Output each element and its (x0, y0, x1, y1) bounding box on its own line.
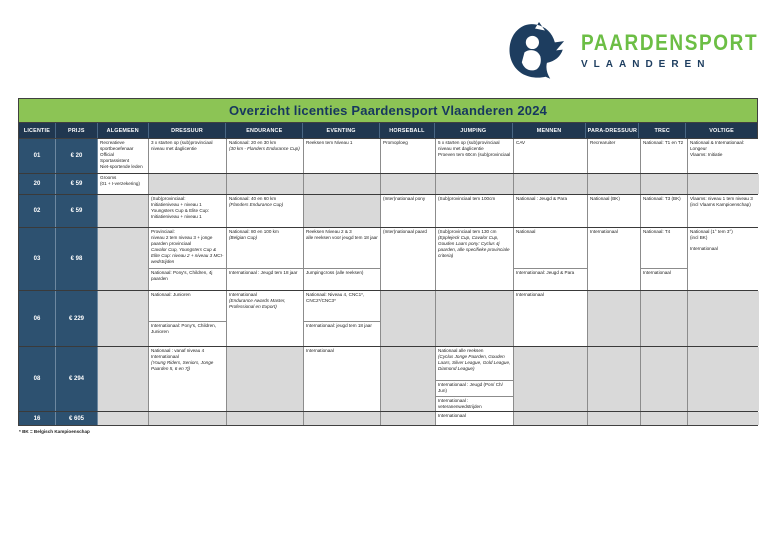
cell-text: Initiatieniveau + niveau 1 (151, 201, 202, 207)
cell-para_dressuur-03 (588, 228, 641, 290)
cell-para_dressuur-02 (588, 195, 641, 227)
cell-text: Vlaams: niveau 1 tem niveau 3 (690, 196, 753, 201)
cell-segment (588, 228, 640, 290)
cell-trec-16 (641, 412, 688, 425)
cell-segment (436, 380, 513, 396)
cell-text: alle reeksen voor jeugd tem 18 jaar (306, 234, 378, 240)
prijs-cell-06: € 229 (56, 291, 98, 346)
cell-text: Nationaal: 40 en 60 km (229, 196, 277, 201)
cell-horseball-06 (381, 291, 436, 346)
cell-mennen-02 (514, 195, 588, 227)
cell-text: Youngsters Cup & Elite Cup: (151, 207, 210, 213)
cell-horseball-16 (381, 412, 436, 425)
cell-segment (304, 291, 380, 321)
cell-para_dressuur-16 (588, 412, 641, 425)
column-header-endurance: ENDURANCE (226, 123, 303, 138)
cell-segment (149, 195, 226, 227)
licentie-cell-08: 08 (19, 347, 56, 411)
cell-segment (514, 139, 587, 173)
cell-para_dressuur-06 (588, 291, 641, 346)
cell-segment (149, 321, 226, 346)
cell-text: Nationaal: Pony's, Children, 4j paarden (151, 270, 213, 281)
prijs-cell-02: € 59 (56, 195, 98, 227)
cell-text: Nationaal : Jeugd & Para (516, 196, 568, 201)
cell-text: (01 + I-verzekering) (100, 180, 140, 186)
cell-text: niveau 2 tem niveau 3 + jonge paarden provinciaal (151, 234, 213, 246)
cell-text: Internationaal (690, 245, 718, 251)
cell-eventing-16 (304, 412, 381, 425)
licentie-cell-06: 06 (19, 291, 56, 346)
cell-endurance-20 (227, 174, 304, 194)
column-header-row (19, 123, 757, 139)
cell-trec-06 (641, 291, 688, 346)
cell-eventing-01 (304, 139, 381, 173)
cell-segment (304, 347, 380, 411)
licences-table (18, 98, 758, 426)
cell-segment (588, 195, 640, 227)
cell-segment (514, 195, 587, 227)
cell-text: Internationaal: jeugd tem 18 jaar (306, 322, 372, 328)
prijs-cell-08: € 294 (56, 347, 98, 411)
cell-segment (227, 195, 303, 227)
cell-text: Recrearuiter (590, 140, 616, 145)
cell-segment (304, 228, 380, 268)
brand-wordmark (581, 30, 759, 70)
brand-region: VLAANDEREN (581, 58, 711, 70)
table-row-02 (19, 195, 757, 228)
cell-text: (Cyclus Jonge Paarden, Gouden Laars, Silver League, Gold League, Diamond League) (438, 353, 511, 371)
cell-segment (304, 139, 380, 173)
table-row-03 (19, 228, 757, 291)
cell-segment (641, 139, 687, 173)
cell-segment (149, 139, 226, 173)
cell-segment (436, 347, 513, 380)
cell-segment (227, 228, 303, 268)
cell-algemeen-08 (98, 347, 149, 411)
cell-text: Internationaal (306, 348, 334, 353)
cell-segment (304, 268, 380, 290)
licentie-cell-03: 03 (19, 228, 56, 290)
cell-text: Internationaal (151, 353, 179, 359)
cell-trec-02 (641, 195, 688, 227)
prijs-cell-01: € 20 (56, 139, 98, 173)
cell-text: Nationaal: 80 en 100 km (229, 229, 279, 234)
cell-segment (436, 139, 513, 173)
cell-text: Initiatieniveau + niveau 1 (151, 213, 202, 219)
cell-text: Nationaal: Junioren (151, 292, 191, 297)
cell-voltige-01 (688, 139, 759, 173)
cell-dressuur-16 (149, 412, 227, 425)
cell-text: Internationaal (229, 292, 257, 297)
cell-trec-08 (641, 347, 688, 411)
cell-endurance-01 (227, 139, 304, 173)
cell-algemeen-01 (98, 139, 149, 173)
cell-voltige-02 (688, 195, 759, 227)
column-header-prijs: PRIJS (56, 123, 98, 138)
cell-text: Cavalor Cup, Youngsters Cup & Elite Cup: niveau 2 + niveau 3 MCI-wedstrijden (151, 246, 224, 264)
prijs-cell-20: € 59 (56, 174, 98, 194)
cell-algemeen-02 (98, 195, 149, 227)
cell-eventing-08 (304, 347, 381, 411)
cell-trec-03 (641, 228, 688, 290)
cell-text: Promoploeg (383, 140, 408, 145)
cell-text: Recreatieve sportbeoefenaar (100, 140, 134, 151)
cell-voltige-03 (688, 228, 759, 290)
cell-text: Internationaal (590, 229, 618, 234)
cell-segment (381, 195, 435, 227)
cell-segment (227, 291, 303, 346)
cell-segment (688, 228, 759, 290)
cell-endurance-16 (227, 412, 304, 425)
cell-text: Proeven tem 60cm (sub)provinciaal (438, 151, 511, 157)
cell-text: CAV (516, 140, 526, 145)
cell-endurance-08 (227, 347, 304, 411)
cell-mennen-01 (514, 139, 588, 173)
cell-segment (641, 195, 687, 227)
cell-algemeen-16 (98, 412, 149, 425)
cell-algemeen-06 (98, 291, 149, 346)
cell-text: Nationaal alle reeksen (438, 348, 484, 353)
cell-segment (436, 412, 513, 425)
cell-text: Internationaal (643, 270, 671, 275)
table-row-06 (19, 291, 757, 347)
cell-text: Jumpingcross (alle reeksen) (306, 270, 364, 275)
cell-text: (incl Vlaams Kampioenschap) (690, 201, 751, 207)
cell-text: Nationaal: T3 (BK) (643, 196, 681, 201)
table-title-bar (19, 99, 757, 123)
brand-name: PAARDENSPORT (581, 30, 759, 55)
cell-horseball-08 (381, 347, 436, 411)
cell-segment (227, 139, 303, 173)
cell-segment (98, 174, 148, 194)
cell-para_dressuur-01 (588, 139, 641, 173)
cell-jumping-02 (436, 195, 514, 227)
cell-segment (436, 228, 513, 290)
cell-text: (Belgian Cup) (229, 234, 258, 240)
cell-text: Longeur (690, 145, 707, 151)
cell-text: Nationaal: 20 en 30 km (229, 140, 277, 145)
table-row-08 (19, 347, 757, 412)
cell-eventing-06 (304, 291, 381, 346)
cell-horseball-02 (381, 195, 436, 227)
licentie-cell-16: 16 (19, 412, 56, 425)
cell-horseball-01 (381, 139, 436, 173)
cell-jumping-20 (436, 174, 514, 194)
table-row-20 (19, 174, 757, 195)
horse-head-icon (506, 20, 572, 82)
cell-text: (Flanders Endurance Cup) (229, 201, 284, 207)
cell-text: Internationaal: Pony's, Children, Junioren (151, 322, 216, 334)
cell-text: Nationaal & Internationaal: (690, 140, 745, 145)
cell-segment (436, 195, 513, 227)
cell-mennen-06 (514, 291, 588, 346)
cell-para_dressuur-20 (588, 174, 641, 194)
cell-text: (Inter)nationaal paard (383, 229, 427, 234)
cell-text: Reeksen tem Niveau 1 (306, 140, 353, 145)
cell-segment (514, 291, 587, 346)
cell-voltige-16 (688, 412, 759, 425)
cell-mennen-03 (514, 228, 588, 290)
cell-jumping-03 (436, 228, 514, 290)
cell-trec-20 (641, 174, 688, 194)
cell-text: (Inter)nationaal pony (383, 196, 426, 201)
cell-text: Internationaal : Jeugd tem 18 jaar (229, 270, 298, 275)
cell-text: Nationaal (BK) (590, 196, 620, 201)
cell-mennen-16 (514, 412, 588, 425)
cell-text: Vlaams: Initiatie (690, 151, 723, 157)
column-header-algemeen: ALGEMEEN (98, 123, 149, 138)
cell-segment (588, 139, 640, 173)
table-row-16 (19, 412, 757, 425)
column-header-trec: TREC (639, 123, 686, 138)
table-title: Overzicht licenties Paardensport Vlaanderen 2024 (228, 103, 548, 118)
table-row-01 (19, 139, 757, 174)
cell-segment (304, 321, 380, 346)
cell-text: Provinciaal: (151, 229, 175, 234)
cell-text: Niet-sportende leden (100, 163, 143, 169)
cell-horseball-03 (381, 228, 436, 290)
cell-para_dressuur-08 (588, 347, 641, 411)
cell-voltige-06 (688, 291, 759, 346)
cell-jumping-06 (436, 291, 514, 346)
cell-text: Official (100, 151, 114, 157)
cell-trec-01 (641, 139, 688, 173)
cell-eventing-20 (304, 174, 381, 194)
footnote: * BK = Belgisch Kampioenschap (19, 429, 90, 434)
cell-text: Nationaal (516, 229, 536, 234)
column-header-dressuur: DRESSUUR (149, 123, 227, 138)
column-header-licentie: LICENTIE (19, 123, 56, 138)
column-header-voltige: VOLTIGE (709, 127, 734, 134)
cell-text: 3 x starten op (sub)provinciaal niveau met daglicentie (151, 140, 213, 151)
column-header-mennen: MENNEN (513, 123, 587, 138)
column-header-jumping: JUMPING (435, 123, 513, 138)
cell-segment (641, 268, 687, 290)
cell-text: (Epplejeck Cup, Cavalor Cup, Gouden Laars pony: Cyclus 4j paarden, alle specifieke provinciale criteria) (438, 234, 510, 258)
cell-eventing-02 (304, 195, 381, 227)
cell-dressuur-08 (149, 347, 227, 411)
licentie-cell-01: 01 (19, 139, 56, 173)
cell-segment (227, 268, 303, 290)
cell-eventing-03 (304, 228, 381, 290)
column-header-eventing: EVENTING (303, 123, 380, 138)
cell-segment (381, 139, 435, 173)
cell-text: Internationaal: Jeugd & Para (516, 270, 575, 275)
cell-mennen-08 (514, 347, 588, 411)
cell-dressuur-02 (149, 195, 227, 227)
cell-text: Reeksen Niveau 2 & 3 (306, 229, 352, 234)
cell-dressuur-03 (149, 228, 227, 290)
cell-segment (98, 139, 148, 173)
cell-voltige-08 (688, 347, 759, 411)
cell-text: Internationaal : Jeugd (Pon/ Ch/ Jun) (438, 382, 503, 393)
cell-voltige-20 (688, 174, 759, 194)
cell-text: (Sub)provinciaal tem 130 cm (438, 229, 497, 234)
prijs-cell-03: € 98 (56, 228, 98, 290)
cell-text: (incl BK) (690, 234, 708, 240)
cell-algemeen-03 (98, 228, 149, 290)
cell-segment (149, 268, 226, 290)
cell-text: Internationaal (438, 413, 466, 418)
cell-endurance-03 (227, 228, 304, 290)
cell-dressuur-06 (149, 291, 227, 346)
column-header-horseball: HORSEBALL (380, 123, 435, 138)
licentie-cell-02: 02 (19, 195, 56, 227)
cell-text: (30 km - Flanders Endurance Cup) (229, 145, 300, 151)
cell-segment (149, 228, 226, 268)
cell-jumping-01 (436, 139, 514, 173)
cell-jumping-16 (436, 412, 514, 425)
cell-dressuur-01 (149, 139, 227, 173)
cell-segment (688, 195, 759, 227)
cell-mennen-20 (514, 174, 588, 194)
cell-text: Internationaal (516, 292, 544, 297)
cell-text: Internationaal : veteranenwedstrijden (438, 397, 482, 409)
cell-text: (Young Riders, Seniors, Jonge Paarden 5, 6 en 7j) (151, 359, 214, 371)
cell-segment (436, 396, 513, 411)
cell-endurance-06 (227, 291, 304, 346)
cell-text: 5 x starten op (sub)provinciaal niveau met daglicentie (438, 140, 500, 151)
cell-text: Nationaal: T4 (643, 229, 671, 234)
cell-text: (Sub)provinciaal tem 100cm (438, 196, 496, 201)
cell-endurance-02 (227, 195, 304, 227)
cell-text: Grooms (100, 175, 117, 180)
cell-text: Nationaal: T1 en T2 (643, 140, 684, 145)
cell-horseball-20 (381, 174, 436, 194)
cell-segment (688, 139, 759, 173)
cell-text: Nationaal (1° tem 3°) (690, 229, 733, 234)
cell-text: (Sub)provinciaal: (151, 196, 186, 201)
cell-jumping-08 (436, 347, 514, 411)
table-body (19, 139, 757, 425)
cell-segment (381, 228, 435, 290)
cell-segment (149, 347, 226, 411)
cell-text: (Endurance Awards Master, Professional en Export) (229, 297, 286, 309)
cell-dressuur-20 (149, 174, 227, 194)
cell-segment (641, 228, 687, 268)
cell-segment (149, 291, 226, 321)
paardensport-vlaanderen-logo (506, 20, 758, 82)
cell-text: Nationaal : vanaf niveau 4 (151, 348, 205, 353)
prijs-cell-16: € 605 (56, 412, 98, 425)
cell-segment (514, 268, 587, 290)
cell-text: Nationaal: Niveau 4, CNC1*, CNC2*/CNC3* (306, 292, 365, 303)
cell-segment (514, 228, 587, 268)
cell-text: Sportassistent (100, 157, 130, 163)
cell-algemeen-20 (98, 174, 149, 194)
column-header-para_dressuur: PARA-DRESSUUR (586, 123, 639, 138)
licentie-cell-20: 20 (19, 174, 56, 194)
